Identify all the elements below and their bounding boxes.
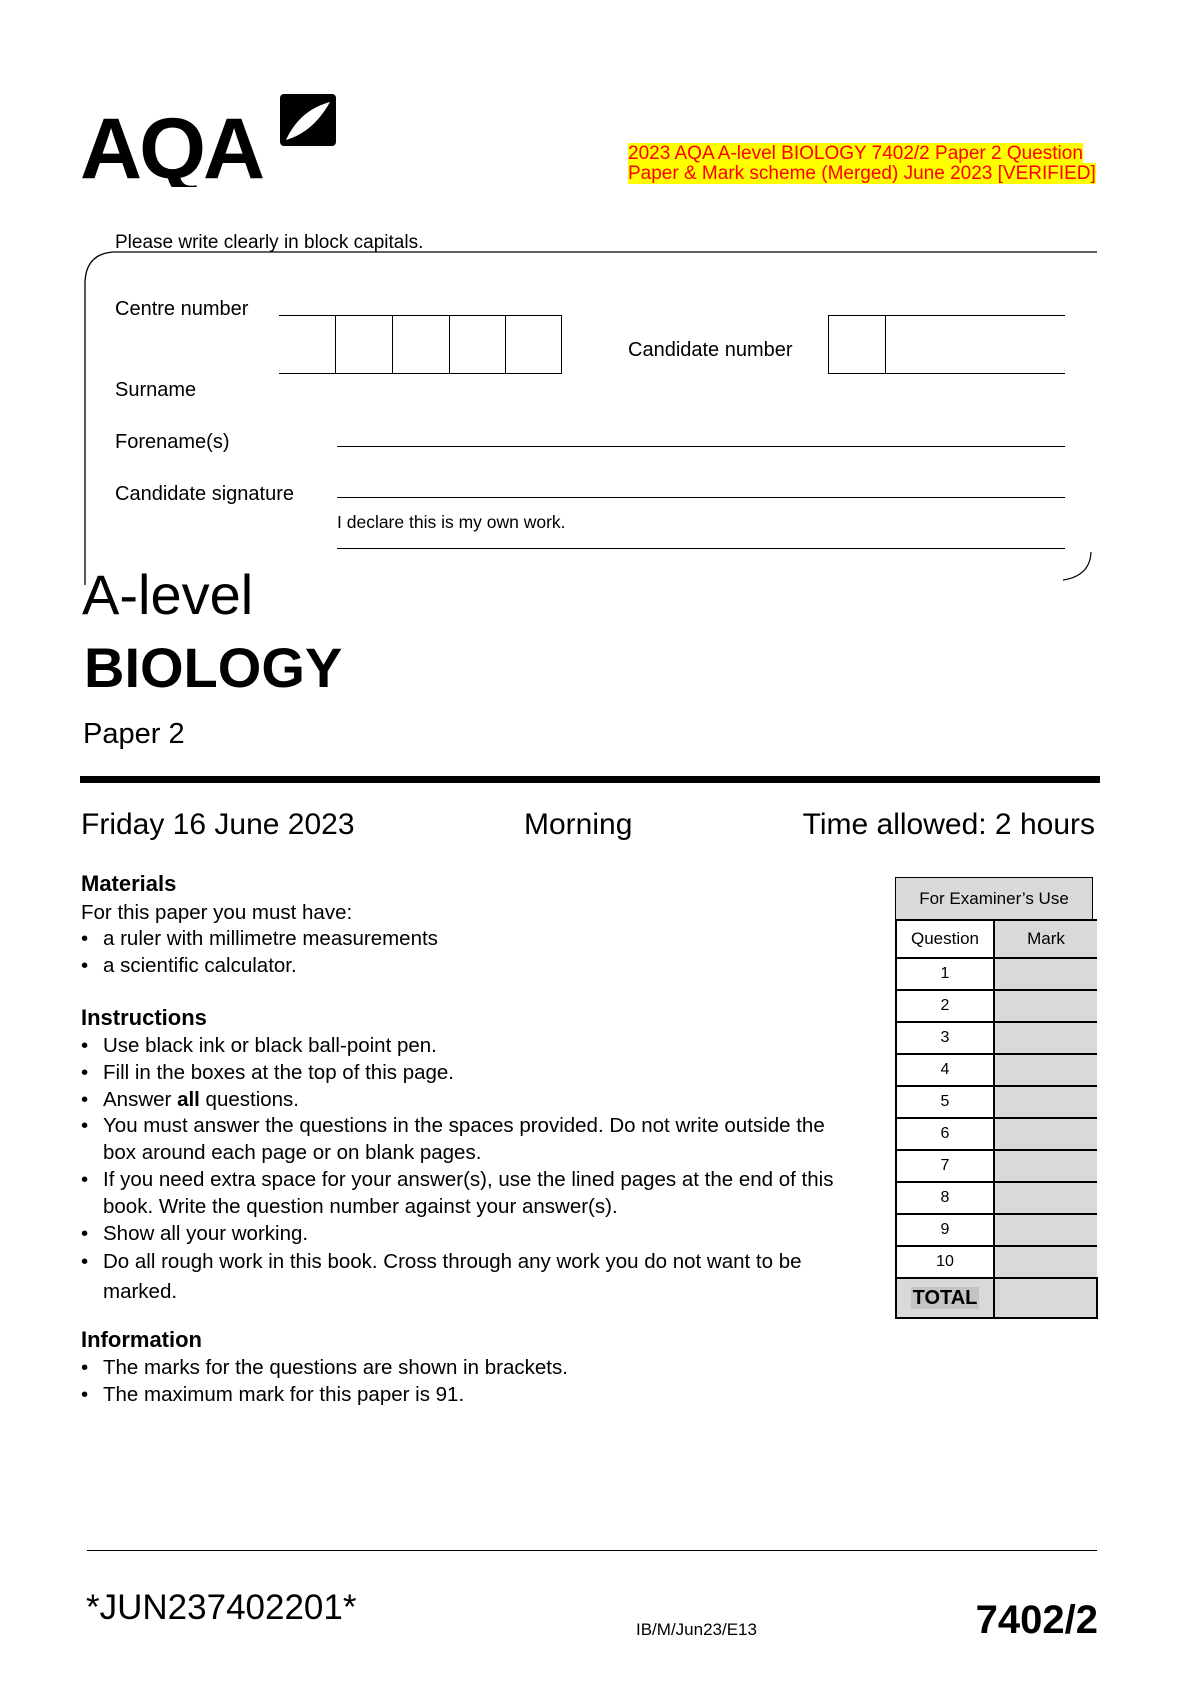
question-number: 1 — [896, 958, 994, 990]
centre-number-label: Centre number — [115, 298, 249, 320]
forenames-label: Forename(s) — [115, 431, 230, 453]
instruction-item: • Use black ink or black ball-point pen. — [81, 1033, 861, 1060]
information-item: • The marks for the questions are shown in brackets. — [81, 1355, 861, 1382]
table-row — [896, 1054, 1097, 1086]
instructions-list — [81, 1033, 861, 1307]
instruction-item — [81, 1087, 861, 1114]
instruction-item: • Show all your working. — [81, 1221, 861, 1248]
total-label: TOTAL — [912, 1286, 978, 1309]
subject-title: BIOLOGY — [84, 636, 343, 699]
information-item: • The maximum mark for this paper is 91. — [81, 1382, 861, 1409]
svg-text:AQA: AQA — [80, 101, 263, 187]
banner-text: 2023 AQA A-level BIOLOGY 7402/2 Paper 2 Question Paper & Mark scheme (Merged) June 2023 [VERIFIED] — [628, 143, 1096, 184]
column-header-question: Question — [896, 920, 994, 958]
table-row — [896, 1118, 1097, 1150]
instruction-emphasis: all — [177, 1087, 200, 1111]
signature-label: Candidate signature — [115, 483, 295, 505]
question-number: 6 — [896, 1118, 994, 1150]
mark-cell[interactable] — [994, 1118, 1097, 1150]
document-reference: IB/M/Jun23/E13 — [636, 1620, 757, 1639]
mark-cell[interactable] — [994, 1054, 1097, 1086]
form-instruction: Please write clearly in block capitals. — [115, 232, 424, 253]
instruction-item: • Do all rough work in this book. Cross through any work you do not want to be marked. — [81, 1247, 861, 1307]
total-label-cell — [896, 1278, 994, 1318]
examiner-marks-grid — [895, 919, 1098, 1319]
instruction-item: • You must answer the questions in the spaces provided. Do not write outside the box around each page or on blank pages. — [81, 1113, 861, 1167]
mark-cell[interactable] — [994, 1214, 1097, 1246]
exam-date: Friday 16 June 2023 — [81, 808, 355, 841]
footer-rule — [87, 1550, 1097, 1551]
materials-item: • a ruler with millimetre measurements — [81, 926, 861, 953]
centre-digit-box[interactable] — [393, 316, 450, 373]
table-row — [896, 1246, 1097, 1278]
materials-item: • a scientific calculator. — [81, 953, 861, 980]
title-rule — [80, 776, 1100, 783]
question-number: 2 — [896, 990, 994, 1022]
total-row — [896, 1278, 1097, 1318]
mark-cell[interactable] — [994, 1150, 1097, 1182]
qualification-level: A-level — [82, 563, 254, 626]
table-row — [896, 1086, 1097, 1118]
instruction-item: • If you need extra space for your answer(s), use the lined pages at the end of this book. Write the question number against your answer(s). — [81, 1167, 861, 1221]
table-row — [896, 1022, 1097, 1054]
table-row — [896, 990, 1097, 1022]
mark-cell[interactable] — [994, 990, 1097, 1022]
materials-heading: Materials — [81, 871, 177, 896]
information-list — [81, 1355, 861, 1409]
mark-cell[interactable] — [994, 1246, 1097, 1278]
question-number: 5 — [896, 1086, 994, 1118]
barcode-text: *JUN237402201* — [86, 1588, 357, 1627]
forenames-input-line[interactable] — [337, 446, 1065, 447]
mark-cell[interactable] — [994, 1182, 1097, 1214]
declaration-line — [337, 548, 1065, 549]
centre-digit-box[interactable] — [506, 316, 562, 373]
table-row — [896, 1214, 1097, 1246]
candidate-number-field[interactable] — [828, 315, 1065, 374]
question-number: 10 — [896, 1246, 994, 1278]
total-mark-cell[interactable] — [994, 1278, 1097, 1318]
candidate-digit-box[interactable] — [829, 316, 886, 373]
question-number: 8 — [896, 1182, 994, 1214]
instruction-text: Answer — [103, 1087, 178, 1111]
mark-cell[interactable] — [994, 1086, 1097, 1118]
candidate-number-label: Candidate number — [628, 339, 793, 361]
centre-digit-box[interactable] — [450, 316, 506, 373]
materials-intro: For this paper you must have: — [81, 901, 353, 924]
mark-cell[interactable] — [994, 958, 1097, 990]
question-number: 9 — [896, 1214, 994, 1246]
paper-title: Paper 2 — [83, 718, 185, 750]
exam-session: Morning — [524, 808, 633, 841]
examiner-table-title: For Examiner’s Use — [895, 877, 1093, 919]
instruction-text: questions. — [199, 1087, 300, 1111]
question-number: 4 — [896, 1054, 994, 1086]
instructions-heading: Instructions — [81, 1005, 207, 1030]
table-row — [896, 1150, 1097, 1182]
instruction-item: • Fill in the boxes at the top of this page. — [81, 1060, 861, 1087]
candidate-digit-area[interactable] — [886, 316, 1065, 373]
time-allowed: Time allowed: 2 hours — [802, 808, 1095, 841]
mark-cell[interactable] — [994, 1022, 1097, 1054]
table-row — [896, 1182, 1097, 1214]
question-number: 3 — [896, 1022, 994, 1054]
signature-input-line[interactable] — [337, 497, 1065, 498]
centre-digit-box[interactable] — [279, 316, 336, 373]
column-header-mark: Mark — [994, 920, 1097, 958]
paper-code: 7402/2 — [975, 1598, 1098, 1642]
table-row — [896, 958, 1097, 990]
centre-digit-box[interactable] — [336, 316, 393, 373]
declaration-text: I declare this is my own work. — [337, 512, 566, 532]
materials-list — [81, 926, 861, 980]
examiner-use-table — [895, 877, 1098, 1319]
surname-label: Surname — [115, 379, 197, 401]
information-heading: Information — [81, 1327, 202, 1352]
question-number: 7 — [896, 1150, 994, 1182]
centre-number-field[interactable] — [279, 315, 562, 374]
